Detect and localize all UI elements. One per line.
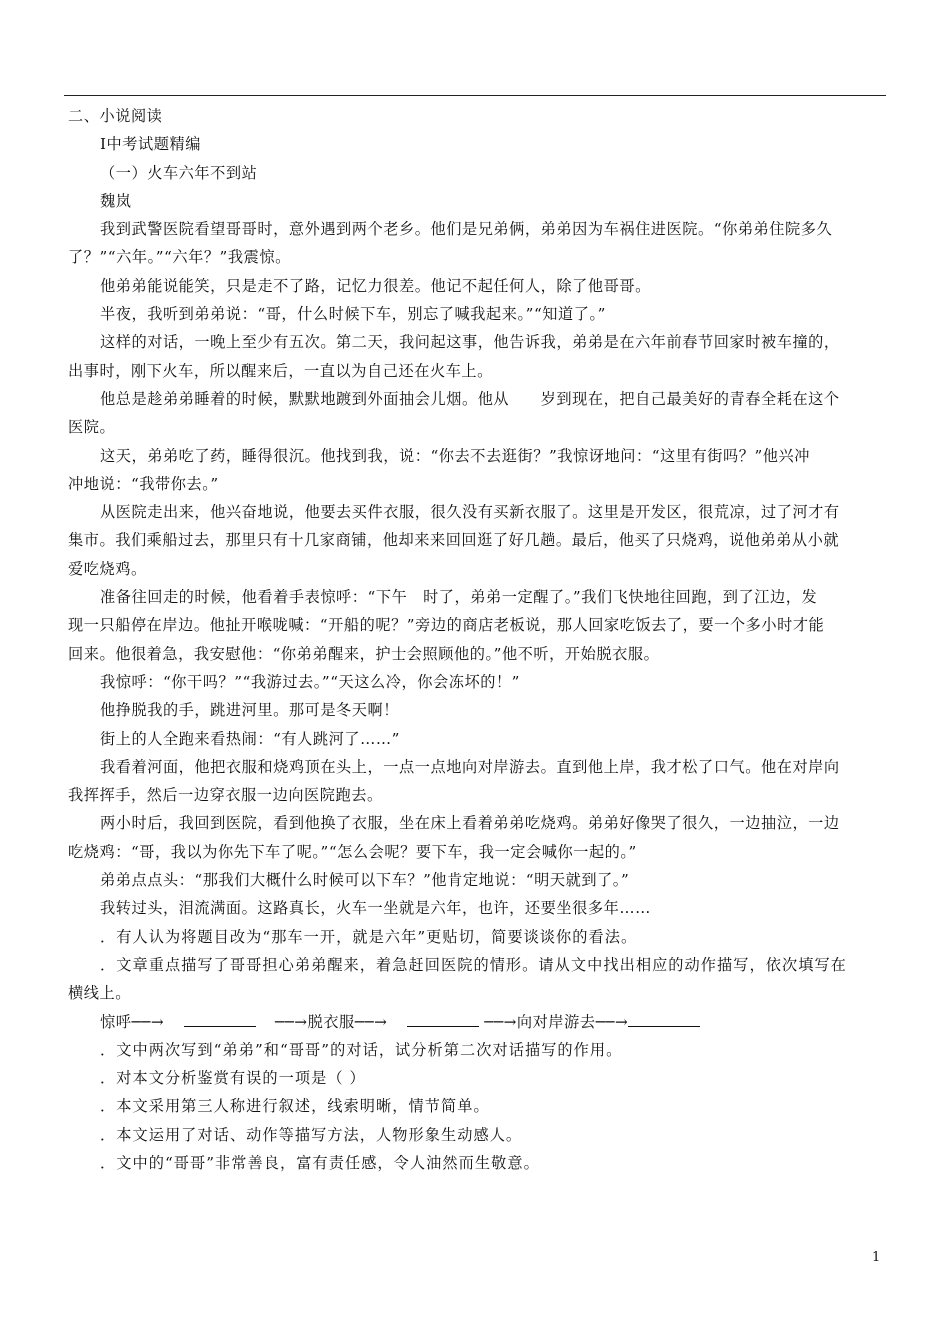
flow-mid-2: ──→向对岸游去──→ [484, 1012, 629, 1031]
section-title: 二、小说阅读 [68, 107, 163, 125]
author: 魏岚 [100, 191, 132, 210]
question-4: ．对本文分析鉴赏有误的一项是（ ） [100, 1069, 366, 1088]
action-flow [68, 1008, 884, 1036]
paragraph-line: 他挣脱我的手，跳进河里。那可是冬天啊！ [100, 701, 400, 720]
paragraph-line: 集市。我们乘船过去，那里只有十几家商铺，他却来来回回逛了好几趟。最后，他买了只烧鸡，说他弟弟从小就 [68, 531, 840, 550]
paragraph-line: 他弟弟能说能笑，只是走不了路，记忆力很差。他记不起任何人，除了他哥哥。 [100, 276, 651, 295]
flow-mid-1: ──→脱衣服──→ [274, 1012, 388, 1031]
flow-start: 惊呼──→ [100, 1012, 165, 1031]
paragraph-line: 我看着河面，他把衣服和烧鸡顶在头上，一点一点地向对岸游去。直到他上岸，我才松了口气。他在对岸向 [100, 757, 840, 776]
paragraph-line: 爱吃烧鸡。 [68, 559, 147, 578]
document-body [68, 102, 884, 1177]
paragraph-line: 从医院走出来，他兴奋地说，他要去买件衣服，很久没有买新衣服了。这里是开发区，很荒凉，过了河才有 [100, 503, 840, 522]
page-number: 1 [872, 1250, 881, 1265]
answer-blank-2[interactable] [407, 1026, 479, 1027]
paragraph-line: 弟弟点点头：“那我们大概什么时候可以下车？”他肯定地说：“明天就到了。” [100, 871, 630, 890]
paragraph-line: 了？”“六年。”“六年？”我震惊。 [68, 248, 291, 267]
option-a: ．本文采用第三人称进行叙述，线索明晰，情节简单。 [100, 1097, 490, 1116]
paragraph-line: 这样的对话，一晚上至少有五次。第二天，我问起这事，他告诉我，弟弟是在六年前春节回家时被车撞的， [100, 333, 840, 352]
sub-title: Ⅰ中考试题精编 [100, 135, 201, 154]
answer-blank-1[interactable] [184, 1026, 256, 1027]
paragraph-line: 医院。 [68, 418, 116, 437]
paragraph-line: 现一只船停在岸边。他扯开喉咙喊：“开船的呢？”旁边的商店老板说，那人回家吃饭去了，要一个多小时才能 [68, 616, 825, 635]
paragraph-line: 这天，弟弟吃了药，睡得很沉。他找到我，说：“你去不去逛街？”我惊讶地问：“这里有街吗？”他兴冲 [100, 446, 810, 465]
paragraph-line: 我到武警医院看望哥哥时，意外遇到两个老乡。他们是兄弟俩，弟弟因为车祸住进医院。“你弟弟住院多久 [100, 220, 833, 239]
paragraph-line: 出事时，刚下火车，所以醒来后，一直以为自己还在火车上。 [68, 361, 493, 380]
paragraph-line: 半夜，我听到弟弟说：“哥，什么时候下车，别忘了喊我起来。”“知道了。” [100, 305, 606, 324]
question-2: ．文章重点描写了哥哥担心弟弟醒来，着急赶回医院的情形。请从文中找出相应的动作描写，依次填写在 [100, 955, 847, 974]
option-c: ．文中的“哥哥”非常善良，富有责任感，令人油然而生敬意。 [100, 1153, 540, 1172]
header-rule [64, 95, 886, 96]
question-3: ．文中两次写到“弟弟”和“哥哥”的对话，试分析第二次对话描写的作用。 [100, 1040, 623, 1059]
option-b: ．本文运用了对话、动作等描写方法，人物形象生动感人。 [100, 1125, 523, 1144]
paragraph-line: 他总是趁弟弟睡着的时候，默默地踱到外面抽会儿烟。他从 岁到现在，把自己最美好的青春全耗在这个 [100, 389, 840, 408]
paragraph-line: 两小时后，我回到医院，看到他换了衣服，坐在床上看着弟弟吃烧鸡。弟弟好像哭了很久，一边抽泣，一边 [100, 814, 840, 833]
paragraph-line: 吃烧鸡：“哥，我以为你先下车了呢。”“怎么会呢？要下车，我一定会喊你一起的。” [68, 842, 637, 861]
answer-blank-3[interactable] [628, 1026, 700, 1027]
paragraph-line: 准备往回走的时候，他看着手表惊呼：“下午 时了，弟弟一定醒了。”我们飞快地往回跑，到了江边，发 [100, 588, 818, 607]
paragraph-line: 我惊呼：“你干吗？”“我游过去。”“天这么冷，你会冻坏的！” [100, 672, 520, 691]
question-2-continued: 横线上。 [68, 984, 131, 1003]
paragraph-line: 我挥挥手，然后一边穿衣服一边向医院跑去。 [68, 786, 383, 805]
paragraph-line: 冲地说：“我带你去。” [68, 474, 219, 493]
paragraph-line: 街上的人全跑来看热闹：“有人跳河了……” [100, 729, 400, 748]
question-1: ．有人认为将题目改为“那车一开，就是六年”更贴切，简要谈谈你的看法。 [100, 927, 638, 946]
story-title: （一）火车六年不到站 [100, 163, 258, 182]
paragraph-line: 回来。他很着急，我安慰他：“你弟弟醒来，护士会照顾他的。”他不听，开始脱衣服。 [68, 644, 660, 663]
paragraph-line: 我转过头，泪流满面。这路真长，火车一坐就是六年，也许，还要坐很多年…… [100, 899, 651, 918]
